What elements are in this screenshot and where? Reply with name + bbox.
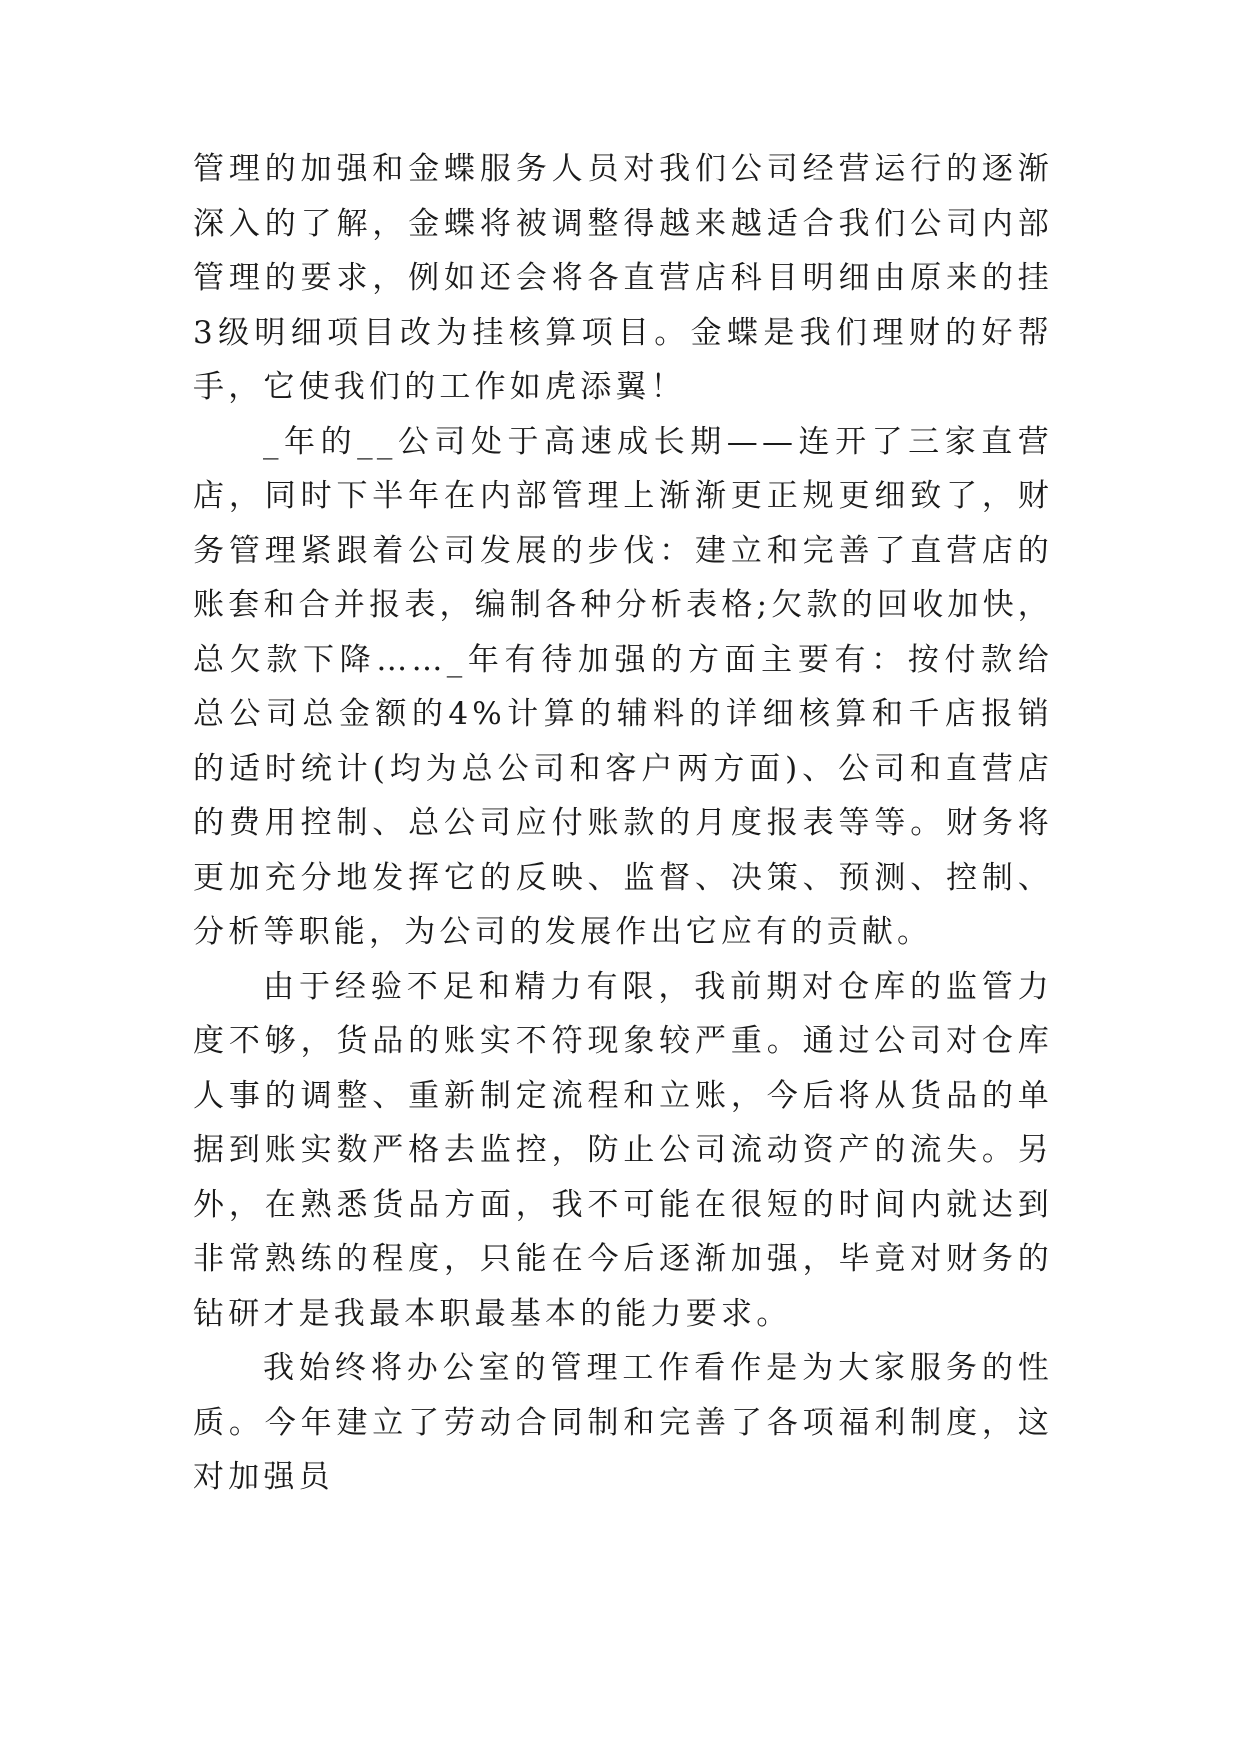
document-body (193, 142, 1053, 1505)
paragraph-continuation: 管理的加强和金蝶服务人员对我们公司经营运行的逐渐深入的了解，金蝶将被调整得越来越适合我们公司内部管理的要求，例如还会将各直营店科目明细由原来的挂3级明细项目改为挂核算项目。金蝶是我们理财的好帮手，它使我们的工作如虎添翼！ (193, 151, 1053, 405)
paragraph-finance-growth: _年的__公司处于高速成长期——连开了三家直营店，同时下半年在内部管理上渐渐更正规更细致了，财务管理紧跟着公司发展的步伐：建立和完善了直营店的账套和合并报表，编制各种分析表格;欠款的回收加快，总欠款下降……_年有待加强的方面主要有：按付款给总公司总金额的4%计算的辅料的详细核算和千店报销的适时统计(均为总公司和客户两方面)、公司和直营店的费用控制、总公司应付账款的月度报表等等。财务将更加充分地发挥它的反映、监督、决策、预测、控制、分析等职能，为公司的发展作出它应有的贡献。 (193, 423, 1053, 950)
paragraph-office-management: 我始终将办公室的管理工作看作是为大家服务的性质。今年建立了劳动合同制和完善了各项福利制度，这对加强员 (193, 1350, 1053, 1495)
paragraph-warehouse: 由于经验不足和精力有限，我前期对仓库的监管力度不够，货品的账实不符现象较严重。通过公司对仓库人事的调整、重新制定流程和立账，今后将从货品的单据到账实数严格去监控，防止公司流动资产的流失。另外，在熟悉货品方面，我不可能在很短的时间内就达到非常熟练的程度，只能在今后逐渐加强，毕竟对财务的钻研才是我最本职最基本的能力要求。 (193, 968, 1053, 1332)
